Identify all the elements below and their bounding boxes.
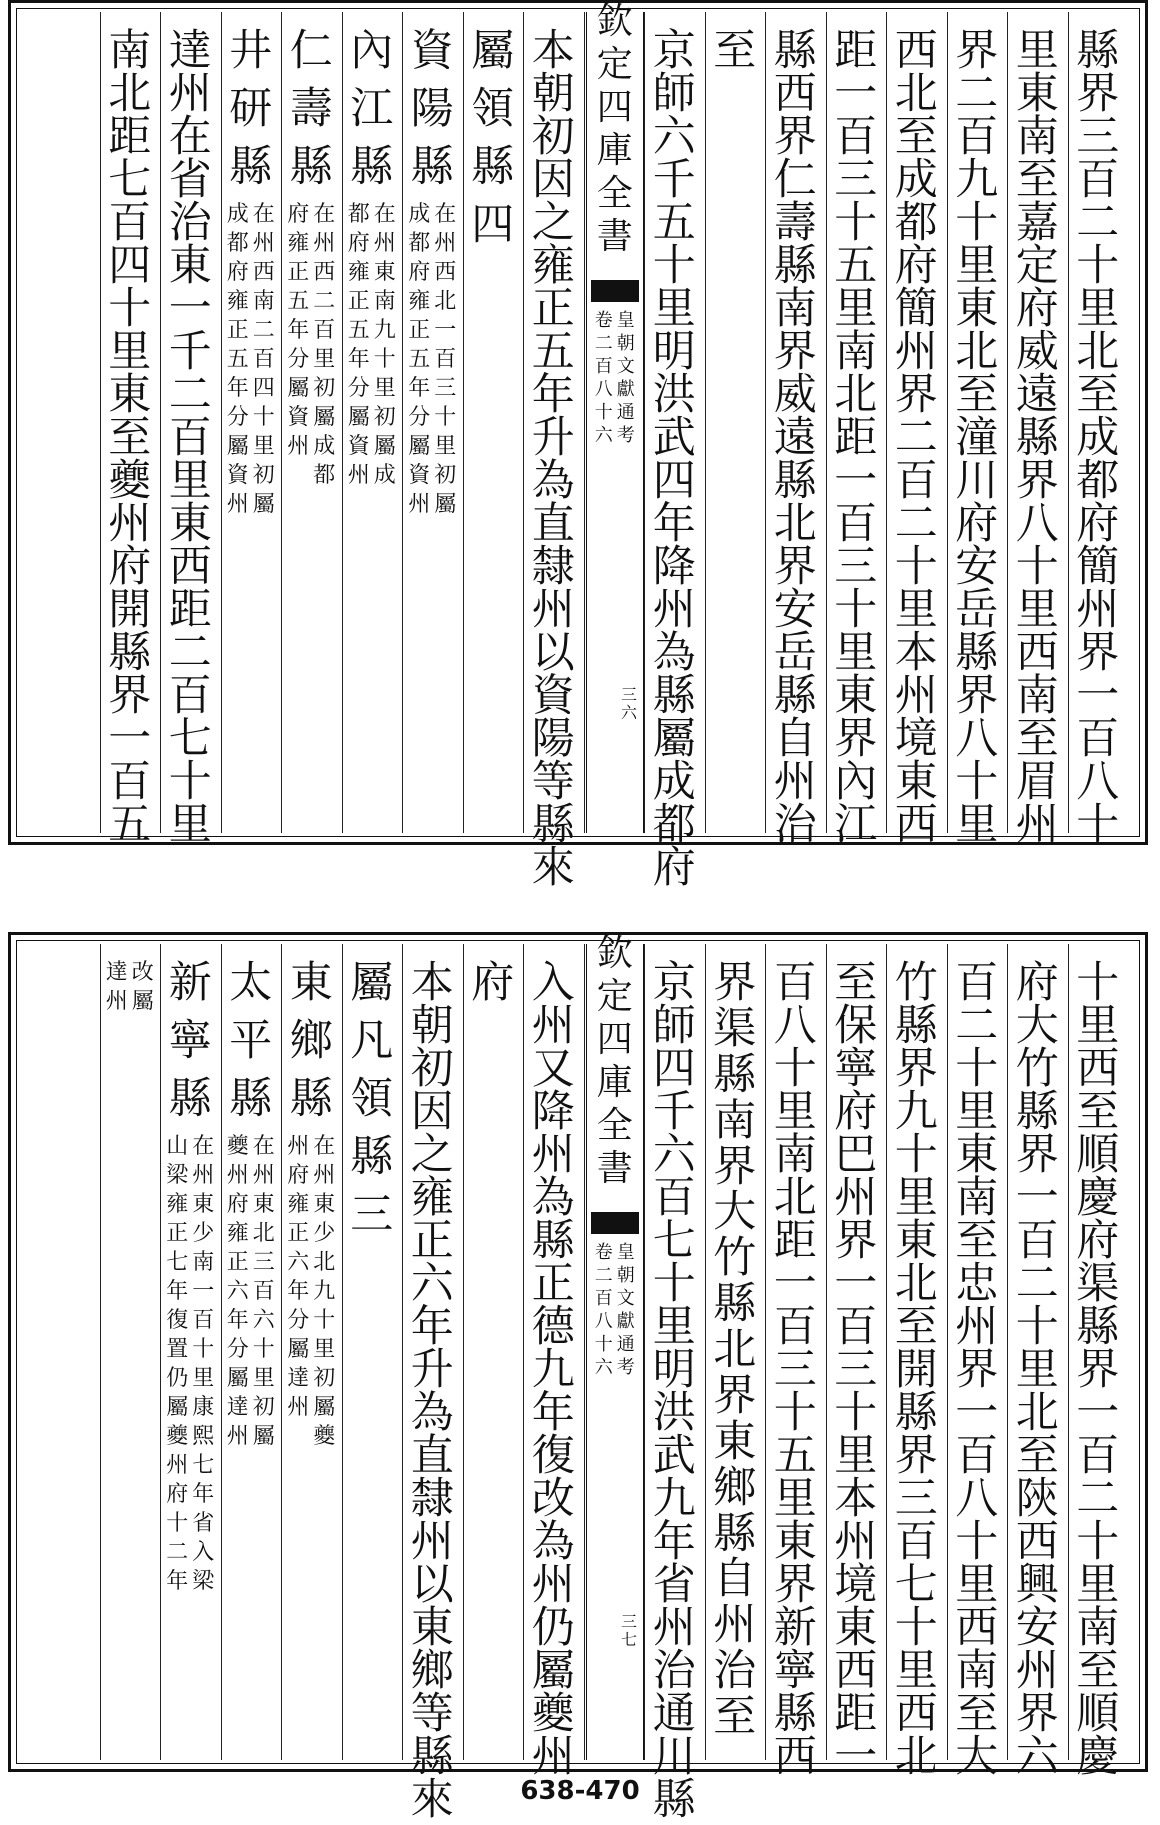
fish-tail-mark [591, 1212, 640, 1234]
text-column: 入 州 又 降 州 為 縣 正 德 九 年 復 改 為 州 仍 屬 夔 州 [531, 958, 575, 1782]
text-column: 府 大 竹 縣 界 一 百 二 十 里 北 至 陝 西 興 安 州 界 六 [1015, 958, 1059, 1782]
page-top [0, 0, 1160, 893]
text-column: 竹 縣 界 九 十 里 東 北 至 開 縣 界 三 百 七 十 里 西 北 [894, 958, 938, 1782]
text-column: 界 渠 縣 南 界 大 竹 縣 北 界 東 鄉 縣 自 州 治 至 [713, 958, 757, 1742]
interlinear-note [285, 1136, 337, 1455]
text-column: 本 朝 初 因 之 雍 正 五 年 升 為 直 隸 州 以 資 陽 等 縣 來 [531, 26, 575, 893]
note-line: 成 都 府 雍 正 五 年 分 屬 資 州 [408, 202, 431, 517]
text-column [402, 26, 463, 815]
text-column: 至 [713, 26, 757, 76]
text-column: 縣 西 界 仁 壽 縣 南 界 威 遠 縣 北 界 安 岳 縣 自 州 治 [773, 26, 817, 850]
fish-tail-mark [591, 280, 640, 302]
note-line: 府 雍 正 五 年 分 屬 資 州 [287, 202, 310, 459]
county-name: 內 江 縣 [350, 26, 394, 192]
volume-info-line: 卷 二 百 八 十 六 [594, 310, 613, 446]
county-name: 資 陽 縣 [410, 26, 454, 192]
note-line: 在 州 西 二 百 里 初 屬 成 都 [313, 202, 336, 488]
text-column: 縣 界 三 百 二 十 里 北 至 成 都 府 簡 州 界 一 百 八 十 [1076, 26, 1120, 850]
county-name: 東 鄉 縣 [289, 958, 333, 1124]
note-line: 州 府 雍 正 六 年 分 屬 達 州 [287, 1134, 310, 1420]
note-line: 在 州 西 南 二 百 四 十 里 初 屬 [252, 202, 275, 517]
county-name: 仁 壽 縣 [289, 26, 333, 192]
county-name: 太 平 縣 [229, 958, 273, 1124]
note-line: 夔 州 府 雍 正 六 年 分 屬 達 州 [226, 1134, 249, 1449]
note-line: 改 屬 [131, 960, 154, 1014]
text-column: 至 保 寧 府 巴 州 界 一 百 三 十 里 本 州 境 東 西 距 一 [834, 958, 878, 1782]
note-line: 在 州 東 南 九 十 里 初 屬 成 [373, 202, 396, 488]
note-line: 都 府 雍 正 五 年 分 屬 資 州 [347, 202, 370, 488]
note-line: 達 州 [105, 960, 128, 1014]
volume-info-line: 皇 朝 文 獻 通 考 [616, 1242, 635, 1378]
text-column [342, 26, 403, 815]
note-line: 成 都 府 雍 正 五 年 分 屬 資 州 [226, 202, 249, 517]
note-line: 在 州 東 少 北 九 十 里 初 屬 夔 [313, 1134, 336, 1449]
volume-info-line: 卷 二 百 八 十 六 [594, 1242, 613, 1378]
text-column: 屬 領 縣 四 [471, 26, 515, 250]
note-line: 在 州 東 北 三 百 六 十 里 初 屬 [252, 1134, 275, 1449]
interlinear-note [225, 204, 277, 523]
column-rule [584, 12, 585, 833]
interlinear-note [104, 962, 156, 1020]
text-column [100, 962, 161, 1742]
text-column: 距 一 百 三 十 五 里 南 北 距 一 百 三 十 里 東 界 內 江 [834, 26, 878, 850]
text-column [221, 26, 282, 815]
note-line: 在 州 東 少 南 一 百 十 里 康 熙 七 年 省 入 梁 [192, 1134, 215, 1594]
text-column: 百 二 十 里 東 南 至 忠 州 界 一 百 八 十 里 西 南 至 大 [955, 958, 999, 1782]
leaf-number: 三 七 [620, 1612, 637, 1649]
volume-info [587, 1244, 644, 1382]
text-column [221, 958, 282, 1742]
note-line: 山 梁 雍 正 七 年 復 置 仍 屬 夔 州 府 十 二 年 [166, 1134, 189, 1594]
text-column: 達 州 在 省 治 東 一 千 二 百 里 東 西 距 二 百 七 十 里 [168, 26, 212, 850]
interlinear-note [164, 1136, 216, 1600]
volume-info [587, 312, 644, 450]
book-title: 欽 定 四 庫 全 書 [596, 933, 633, 1189]
leaf-number: 三 六 [620, 685, 637, 722]
text-column: 京 師 四 千 六 百 七 十 里 明 洪 武 九 年 省 州 治 通 川 縣 [652, 958, 696, 1825]
text-column [281, 26, 342, 815]
column-rule [584, 944, 585, 1760]
text-column: 屬 凡 領 縣 三 [350, 958, 394, 1240]
text-column: 府 [471, 958, 515, 1008]
page-footer-number: 638-470 [520, 1776, 640, 1806]
text-column [160, 958, 221, 1742]
interlinear-note [406, 204, 458, 523]
text-column: 西 北 至 成 都 府 簡 州 界 二 百 二 十 里 本 州 境 東 西 [894, 26, 938, 850]
center-fold-bar [586, 1, 645, 833]
volume-info-line: 皇 朝 文 獻 通 考 [616, 310, 635, 446]
text-column: 里 東 南 至 嘉 定 府 威 遠 縣 界 八 十 里 西 南 至 眉 州 [1015, 26, 1059, 850]
interlinear-note [225, 1136, 277, 1455]
text-column: 南 北 距 七 百 四 十 里 東 至 夔 州 府 開 縣 界 一 百 五 [108, 26, 152, 850]
county-name: 井 研 縣 [229, 26, 273, 192]
note-line: 在 州 西 北 一 百 三 十 里 初 屬 [434, 202, 457, 517]
book-title: 欽 定 四 庫 全 書 [596, 1, 633, 257]
text-column: 百 八 十 里 南 北 距 一 百 三 十 五 里 東 界 新 寧 縣 西 [773, 958, 817, 1782]
text-column: 京 師 六 千 五 十 里 明 洪 武 四 年 降 州 為 縣 屬 成 都 府 [652, 26, 696, 893]
county-name: 新 寧 縣 [168, 958, 212, 1124]
center-fold-bar [586, 933, 645, 1760]
text-column: 界 二 百 九 十 里 東 北 至 潼 川 府 安 岳 縣 界 八 十 里 [955, 26, 999, 850]
text-column [281, 958, 342, 1742]
text-column: 本 朝 初 因 之 雍 正 六 年 升 為 直 隸 州 以 東 鄉 等 縣 來 [410, 958, 454, 1825]
interlinear-note [285, 204, 337, 494]
text-column: 十 里 西 至 順 慶 府 渠 縣 界 一 百 二 十 里 南 至 順 慶 [1076, 958, 1120, 1782]
interlinear-note [346, 204, 398, 494]
